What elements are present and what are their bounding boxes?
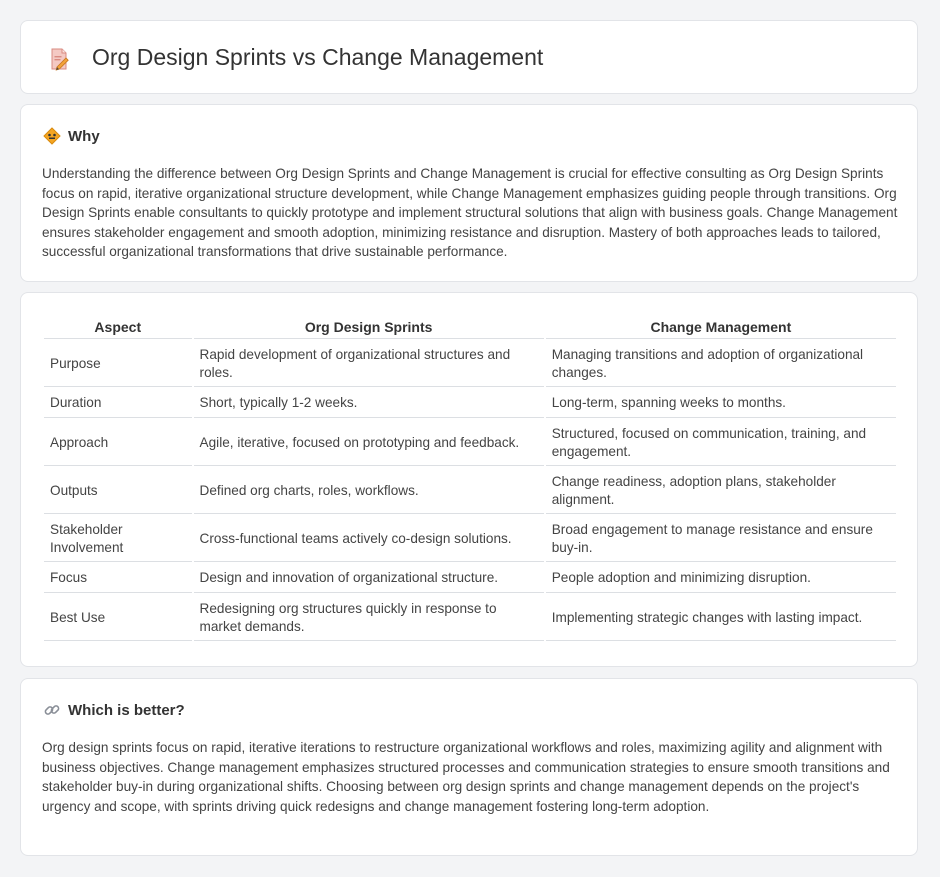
row-org-design-sprints: Agile, iterative, focused on prototyping and feedback.: [194, 420, 544, 466]
row-aspect: Outputs: [44, 468, 192, 514]
row-change-management: Managing transitions and adoption of organizational changes.: [546, 341, 896, 387]
warning-sign-icon: [43, 127, 61, 145]
row-aspect: Approach: [44, 420, 192, 466]
which-is-better-section: [20, 678, 918, 856]
row-org-design-sprints: Short, typically 1-2 weeks.: [194, 389, 544, 418]
table-row: [44, 341, 896, 387]
row-aspect: Stakeholder Involvement: [44, 516, 192, 562]
row-org-design-sprints: Defined org charts, roles, workflows.: [194, 468, 544, 514]
row-aspect: Best Use: [44, 595, 192, 641]
better-title: Which is better?: [68, 701, 185, 719]
table-row: [44, 516, 896, 562]
table-row: [44, 564, 896, 593]
row-change-management: Structured, focused on communication, training, and engagement.: [546, 420, 896, 466]
row-change-management: Implementing strategic changes with lasting impact.: [546, 595, 896, 641]
row-aspect: Purpose: [44, 341, 192, 387]
table-row: [44, 420, 896, 466]
table-row: [44, 468, 896, 514]
header-change-management: Change Management: [546, 317, 896, 339]
why-section: [20, 104, 918, 282]
header-card: [20, 20, 918, 94]
better-text: Org design sprints focus on rapid, iterative iterations to restructure organizational workflows and roles, maximizing agility and alignment with business objectives. Change management emphasizes structured processes and communication strategies to ensure smooth transitions and stakeholder buy-in during organizational shifts. Choosing between org design sprints and change management depends on the project's urgency and scope, with sprints driving quick redesigns and change management fostering long-term adoption.: [42, 740, 890, 814]
document-pencil-icon: [47, 47, 71, 71]
link-icon: [43, 701, 61, 719]
row-change-management: People adoption and minimizing disruption.: [546, 564, 896, 593]
row-aspect: Focus: [44, 564, 192, 593]
row-org-design-sprints: Redesigning org structures quickly in response to market demands.: [194, 595, 544, 641]
row-org-design-sprints: Rapid development of organizational structures and roles.: [194, 341, 544, 387]
row-org-design-sprints: Cross-functional teams actively co-design solutions.: [194, 516, 544, 562]
row-change-management: Broad engagement to manage resistance and ensure buy-in.: [546, 516, 896, 562]
why-title: Why: [68, 127, 100, 145]
table-header-row: [44, 317, 896, 339]
why-text: Understanding the difference between Org Design Sprints and Change Management is crucial for effective consulting as Org Design Sprints focus on rapid, iterative organizational structure development, while Change Management emphasizes guiding people through transitions. Org Design Sprints enable consultants to quickly prototype and implement structural solutions that align with business goals. Change Management ensures stakeholder engagement and smooth adoption, minimizing resistance and disruption. Mastery of both approaches leads to tailored, successful organizational transformations that drive sustainable performance.: [42, 166, 898, 259]
row-org-design-sprints: Design and innovation of organizational structure.: [194, 564, 544, 593]
table-row: [44, 595, 896, 641]
better-heading: [43, 701, 185, 719]
header-aspect: Aspect: [44, 317, 192, 339]
row-change-management: Change readiness, adoption plans, stakeholder alignment.: [546, 468, 896, 514]
header-org-design-sprints: Org Design Sprints: [194, 317, 544, 339]
table-row: [44, 389, 896, 418]
why-heading: [43, 127, 100, 145]
comparison-table: [42, 315, 898, 643]
row-change-management: Long-term, spanning weeks to months.: [546, 389, 896, 418]
page-title: Org Design Sprints vs Change Management: [92, 44, 544, 70]
comparison-section: [20, 292, 918, 667]
row-aspect: Duration: [44, 389, 192, 418]
